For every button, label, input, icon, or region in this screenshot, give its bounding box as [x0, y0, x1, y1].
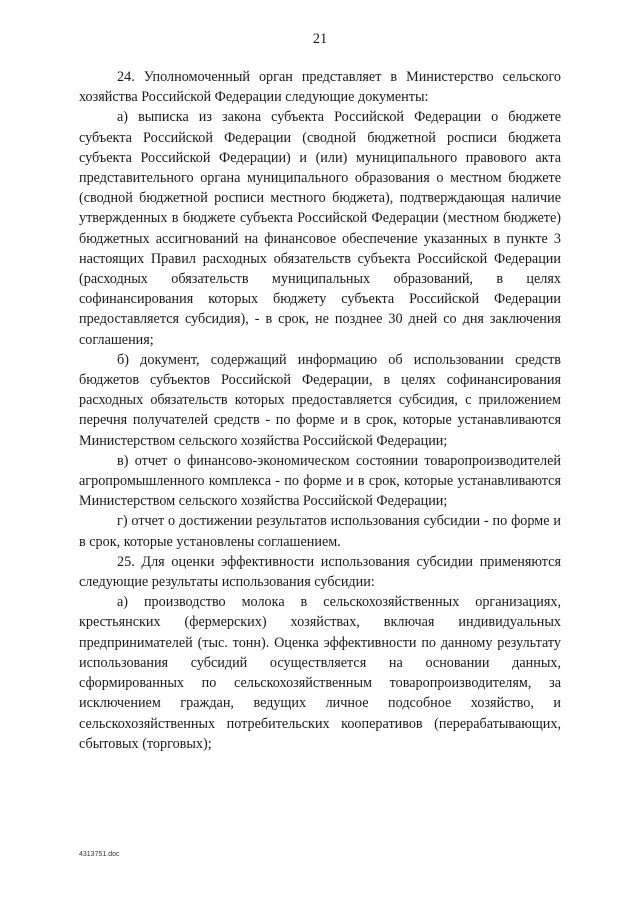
footer-filename: 4313751.doc: [79, 851, 120, 858]
paragraph-25-a: а) производство молока в сельскохозяйственных организациях, крестьянских (фермерских) хозяйствах, включая индивидуальных предпринимателей (тыс. тонн). Оценка эффективности по данному результату использования субсидий осуществляется на основании данных, сформированных по сельскохозяйственным товаропроизводителям, за исключением граждан, ведущих личное подсобное хозяйство, и сельскохозяйственных потребительских кооперативов (перерабатывающих, сбытовых (торговых);: [79, 594, 561, 752]
paragraph-24-intro: 24. Уполномоченный орган представляет в Министерство сельского хозяйства Российской Федерации следующие документы:: [79, 69, 561, 106]
paragraph-24-g: г) отчет о достижении результатов использования субсидии - по форме и в срок, которые установлены соглашением.: [79, 513, 561, 550]
paragraph-24-a: а) выписка из закона субъекта Российской Федерации о бюджете субъекта Российской Федерации (сводной бюджетной росписи бюджета субъекта Российской Федерации) и (или) муниципального правового акта представительного органа муниципального образования о местном бюджете (сводной бюджетной росписи местного бюджета), подтверждающая наличие утвержденных в бюджете субъекта Российской Федерации (местном бюджете) бюджетных ассигнований на финансовое обеспечение указанных в пункте 3 настоящих Правил расходных обязательств субъекта Российской Федерации (расходных обязательств муниципальных образований, в целях софинансирования которых бюджету субъекта Российской Федерации предоставляется субсидия), - в срок, не позднее 30 дней со дня заключения соглашения;: [79, 109, 561, 348]
paragraph-25-intro: 25. Для оценки эффективности использования субсидии применяются следующие результаты использования субсидии:: [79, 553, 561, 591]
paragraph-24-b: б) документ, содержащий информацию об использовании средств бюджетов субъектов Российской Федерации, в целях софинансирования расходных обязательств которых предоставляется субсидия, с приложением перечня получателей средств - по форме и в срок, которые устанавливаются Министерством сельского хозяйства Российской Федерации;: [79, 351, 561, 449]
page-number: 21: [312, 31, 328, 47]
document-body: [79, 67, 561, 754]
paragraph-24-v: в) отчет о финансово-экономическом состоянии товаропроизводителей агропромышленного комплекса - по форме и в срок, которые устанавливаются Министерством сельского хозяйства Российской Федерации;: [79, 452, 561, 510]
